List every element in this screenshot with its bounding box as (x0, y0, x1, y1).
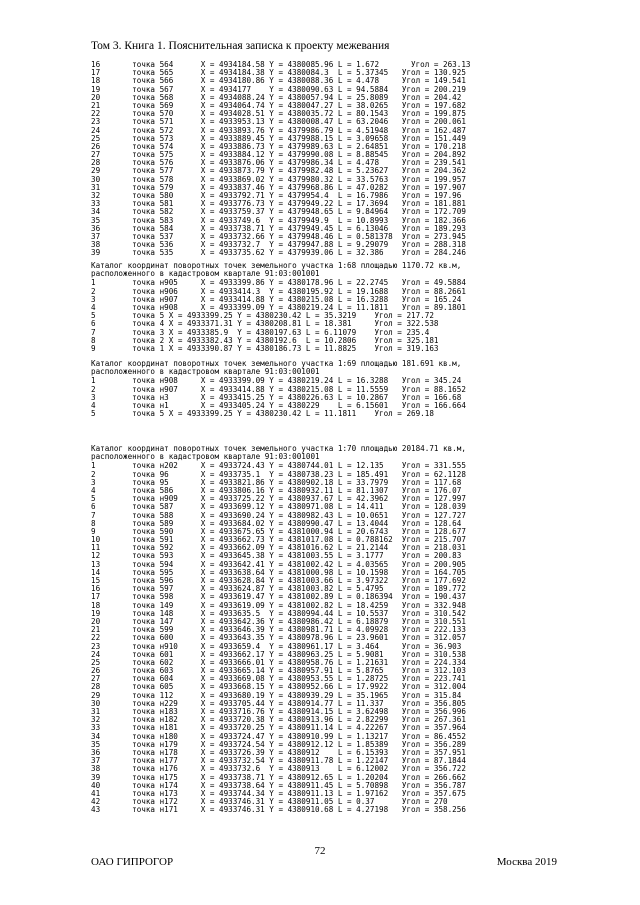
coordinate-row: 29 точка 112 X = 4933680.19 Y = 4380939.29 L = 35.1965 Угол = 315.84 (91, 690, 462, 700)
catalog-1-69 (91, 360, 466, 418)
footer-city-year: Москва 2019 (496, 856, 557, 868)
coordinate-row: 28 точка 576 X = 4933876.06 Y = 4379986.34 L = 4.478 Угол = 239.541 (91, 158, 466, 168)
coordinate-row: 3 точка н3 X = 4933415.25 Y = 4380226.63 L = 10.2867 Угол = 166.68 (91, 392, 462, 402)
coordinate-row: 9 точка 590 X = 4933675.65 Y = 4381000.94 L = 20.6743 Угол = 128.677 (91, 526, 466, 536)
coordinate-row: 5 точка 5 X = 4933399.25 Y = 4380230.42 L = 11.1811 Угол = 269.18 (91, 409, 434, 419)
coordinate-row: 26 точка 603 X = 4933665.14 Y = 4380957.91 L = 5.8765 Угол = 312.103 (91, 666, 466, 676)
coordinate-row: 31 точка 579 X = 4933837.46 Y = 4379968.86 L = 47.0282 Угол = 197.907 (91, 182, 466, 192)
coordinate-row: 14 точка 595 X = 4933638.64 Y = 4381000.98 L = 10.1598 Угол = 164.705 (91, 567, 466, 577)
coordinate-row: 24 точка 601 X = 4933662.17 Y = 4380963.25 L = 5.9081 Угол = 310.538 (91, 649, 466, 659)
page-number: 72 (314, 845, 326, 857)
coordinate-row: 34 точка н180 X = 4933724.47 Y = 4380910.99 L = 1.13217 Угол = 86.4552 (91, 731, 466, 741)
coordinate-row: 38 точка 536 X = 4933732.7 Y = 4379947.88 L = 9.29079 Угол = 288.318 (91, 240, 466, 250)
coordinate-row: 8 точка 2 X = 4933382.43 Y = 4380192.6 L = 10.2806 Угол = 325.181 (91, 335, 439, 345)
coordinate-row: 32 точка н182 X = 4933720.38 Y = 4380913.96 L = 2.82299 Угол = 267.361 (91, 715, 466, 725)
coordinate-row: 37 точка н177 X = 4933732.54 Y = 4380911.78 L = 1.22147 Угол = 87.1844 (91, 756, 466, 766)
coordinate-row: 22 точка 600 X = 4933643.35 Y = 4380978.96 L = 23.9601 Угол = 312.057 (91, 633, 466, 643)
catalog-continuation (91, 60, 470, 258)
coordinate-row: 22 точка 570 X = 4934028.51 Y = 4380035.72 L = 80.1543 Угол = 199.875 (91, 109, 466, 119)
coordinate-row: 27 точка 604 X = 4933669.08 Y = 4380953.55 L = 1.28725 Угол = 223.741 (91, 674, 466, 684)
coordinate-row: 18 точка 566 X = 4934180.86 Y = 4380088.36 L = 4.478 Угол = 149.541 (91, 76, 466, 86)
coordinate-row: 24 точка 572 X = 4933893.76 Y = 4379986.79 L = 4.51948 Угол = 162.487 (91, 125, 466, 135)
coordinate-row: 20 точка 147 X = 4933642.36 Y = 4380986.42 L = 6.18879 Угол = 310.551 (91, 616, 466, 626)
coordinate-row: 42 точка н172 X = 4933746.31 Y = 4380911.05 L = 0.37 Угол = 270 (91, 797, 448, 807)
coordinate-row: 23 точка 571 X = 4933953.13 Y = 4380008.47 L = 63.2046 Угол = 200.061 (91, 117, 466, 127)
coordinate-row: 2 точка н906 X = 4933414.3 Y = 4380195.92 L = 19.1688 Угол = 88.2661 (91, 286, 466, 296)
coordinate-row: 25 точка 602 X = 4933666.01 Y = 4380958.76 L = 1.21631 Угол = 224.334 (91, 657, 466, 667)
coordinate-row: 1 точка н202 X = 4933724.43 Y = 4380744.01 L = 12.135 Угол = 331.555 (91, 461, 466, 471)
coordinate-row: 1 точка н908 X = 4933399.09 Y = 4380219.24 L = 16.3288 Угол = 345.24 (91, 376, 462, 386)
coordinate-row: 38 точка н176 X = 4933732.6 Y = 4380913 L = 6.12002 Угол = 356.722 (91, 764, 466, 774)
coordinate-row: 41 точка н173 X = 4933744.34 Y = 4380911.13 L = 1.97162 Угол = 357.675 (91, 788, 466, 798)
coordinate-row: 35 точка н179 X = 4933724.54 Y = 4380912.12 L = 1.85389 Угол = 356.289 (91, 739, 466, 749)
coordinate-row: 28 точка 605 X = 4933668.15 Y = 4380952.66 L = 17.9922 Угол = 312.004 (91, 682, 466, 692)
coordinate-row: 15 точка 596 X = 4933628.84 Y = 4381003.66 L = 3.97322 Угол = 177.692 (91, 576, 466, 586)
coordinate-row: 1 точка н905 X = 4933399.86 Y = 4380178.96 L = 22.2745 Угол = 49.5884 (91, 278, 466, 288)
coordinate-row: 4 точка н908 X = 4933399.09 Y = 4380219.24 L = 11.1811 Угол = 89.1801 (91, 302, 466, 312)
coordinate-row: 30 точка 578 X = 4933869.02 Y = 4379980.32 L = 33.5763 Угол = 199.957 (91, 174, 466, 184)
coordinate-row: 21 точка 599 X = 4933646.39 Y = 4380981.71 L = 4.09928 Угол = 222.133 (91, 625, 466, 635)
coordinate-row: 2 точка н907 X = 4933414.88 Y = 4380215.08 L = 11.5559 Угол = 88.1652 (91, 384, 466, 394)
coordinate-row: 20 точка 568 X = 4934088.24 Y = 4380057.94 L = 25.8089 Угол = 204.42 (91, 92, 462, 102)
document-header: Том 3. Книга 1. Пояснительная записка к проекту межевания (91, 40, 390, 52)
coordinate-row: 33 точка 581 X = 4933776.73 Y = 4379949.22 L = 17.3694 Угол = 181.881 (91, 199, 466, 209)
coordinate-row: 7 точка 3 X = 4933385.9 Y = 4380197.63 L = 6.11079 Угол = 235.4 (91, 327, 430, 337)
coordinate-row: 17 точка 565 X = 4934184.38 Y = 4380084.3 L = 5.37345 Угол = 130.925 (91, 68, 466, 78)
coordinate-row: 39 точка н175 X = 4933738.71 Y = 4380912.65 L = 1.20204 Угол = 266.662 (91, 772, 466, 782)
catalog-1-70 (91, 445, 466, 814)
coordinate-row: 16 точка 564 X = 4934184.58 Y = 4380085.96 L = 1.672 Угол = 263.13 (91, 60, 471, 69)
coordinate-row: 6 точка 4 X = 4933371.31 Y = 4380208.81 L = 18.381 Угол = 322.538 (91, 319, 439, 329)
coordinate-row: 32 точка 580 X = 4933792.71 Y = 4379954.4 L = 16.7986 Угол = 197.96 (91, 191, 462, 200)
coordinate-row: 19 точка 148 X = 4933635.5 Y = 4380994.44 L = 10.5537 Угол = 310.542 (91, 608, 466, 618)
coordinate-row: 16 точка 597 X = 4933624.87 Y = 4381003.82 L = 5.4795 Угол = 189.772 (91, 584, 466, 594)
coordinate-row: 5 точка н909 X = 4933725.22 Y = 4380937.67 L = 42.3962 Угол = 127.997 (91, 494, 466, 504)
coordinate-row: 23 точка н910 X = 4933659.4 Y = 4380961.17 L = 3.464 Угол = 36.903 (91, 641, 462, 651)
coordinate-row: 25 точка 573 X = 4933889.45 Y = 4379988.15 L = 3.09658 Угол = 151.449 (91, 133, 466, 143)
coordinate-row: 11 точка 592 X = 4933662.09 Y = 4381016.62 L = 21.2144 Угол = 218.031 (91, 543, 466, 553)
coordinate-row: 37 точка 537 X = 4933732.66 Y = 4379948.46 L = 0.581378 Угол = 273.945 (91, 231, 466, 241)
coordinate-row: 43 точка н171 X = 4933746.31 Y = 4380910.68 L = 4.27198 Угол = 358.256 (91, 805, 466, 815)
catalog-1-68 (91, 262, 466, 353)
coordinate-row: 4 точка 586 X = 4933806.16 Y = 4380932.11 L = 81.1307 Угол = 176.07 (91, 485, 462, 495)
coordinate-rows (91, 279, 466, 353)
coordinate-row: 9 точка 1 X = 4933390.87 Y = 4380186.73 L = 11.8825 Угол = 319.163 (91, 343, 439, 353)
coordinate-row: 35 точка 583 X = 4933749.6 Y = 4379949.9 L = 10.8993 Угол = 182.366 (91, 215, 466, 225)
coordinate-row: 33 точка н181 X = 4933720.25 Y = 4380911.14 L = 4.22267 Угол = 357.964 (91, 723, 466, 733)
catalog-title: Каталог координат поворотных точек земельного участка 1:68 площадью 1170.72 кв.м, расположенного в кадастровом квартале 91:03:001001 (91, 261, 462, 279)
coordinate-row: 21 точка 569 X = 4934064.74 Y = 4380047.27 L = 38.0265 Угол = 197.682 (91, 100, 466, 110)
coordinate-row: 26 точка 574 X = 4933886.73 Y = 4379989.63 L = 2.64851 Угол = 170.218 (91, 141, 466, 151)
coordinate-rows (91, 61, 470, 258)
catalog-title: Каталог координат поворотных точек земельного участка 1:69 площадью 181.691 кв.м, расположенного в кадастровом квартале 91:03:001001 (91, 359, 462, 377)
coordinate-row: 17 точка 598 X = 4933619.47 Y = 4381002.89 L = 0.186394 Угол = 190.437 (91, 592, 466, 602)
coordinate-row: 29 точка 577 X = 4933873.79 Y = 4379982.48 L = 5.23627 Угол = 204.362 (91, 166, 466, 176)
coordinate-row: 31 точка н183 X = 4933716.76 Y = 4380914.15 L = 3.62498 Угол = 356.996 (91, 707, 466, 717)
coordinate-row: 34 точка 582 X = 4933759.37 Y = 4379948.65 L = 9.84964 Угол = 172.709 (91, 207, 466, 217)
footer-organization: ОАО ГИПРОГОР (91, 856, 174, 868)
catalog-title: Каталог координат поворотных точек земельного участка 1:70 площадью 20184.71 кв.м, расположенного в кадастровом квартале 91:03:001001 (91, 444, 466, 462)
coordinate-rows (91, 462, 466, 814)
coordinate-row: 12 точка 593 X = 4933645.38 Y = 4381003.55 L = 3.1777 Угол = 200.83 (91, 551, 462, 561)
coordinate-row: 6 точка 587 X = 4933699.12 Y = 4380971.08 L = 14.411 Угол = 128.039 (91, 502, 466, 512)
coordinate-row: 39 точка 535 X = 4933735.62 Y = 4379939.06 L = 32.386 Угол = 284.246 (91, 248, 466, 258)
coordinate-row: 7 точка 588 X = 4933690.24 Y = 4380982.43 L = 10.0651 Угол = 127.727 (91, 510, 466, 520)
coordinate-rows (91, 377, 466, 418)
coordinate-row: 4 точка н1 X = 4933405.24 Y = 4380229 L = 6.15601 Угол = 166.664 (91, 400, 466, 410)
coordinate-row: 19 точка 567 X = 4934177 Y = 4380090.63 L = 94.5884 Угол = 200.219 (91, 84, 466, 94)
coordinate-row: 8 точка 589 X = 4933684.02 Y = 4380990.47 L = 13.4044 Угол = 128.64 (91, 518, 462, 528)
coordinate-row: 13 точка 594 X = 4933642.41 Y = 4381002.42 L = 4.03565 Угол = 200.905 (91, 559, 466, 569)
coordinate-row: 27 точка 575 X = 4933884.12 Y = 4379990.08 L = 8.88545 Угол = 204.892 (91, 150, 466, 160)
coordinate-row: 30 точка н229 X = 4933705.44 Y = 4380914.77 L = 11.337 Угол = 356.805 (91, 698, 466, 708)
coordinate-row: 3 точка 95 X = 4933821.86 Y = 4380902.18 L = 33.7979 Угол = 117.68 (91, 477, 462, 487)
coordinate-row: 18 точка 149 X = 4933619.09 Y = 4381002.82 L = 18.4259 Угол = 332.948 (91, 600, 466, 610)
coordinate-row: 2 точка 96 X = 4933735.1 Y = 4380738.23 L = 185.491 Угол = 62.1128 (91, 469, 466, 479)
coordinate-row: 5 точка 5 X = 4933399.25 Y = 4380230.42 L = 35.3219 Угол = 217.72 (91, 311, 434, 321)
coordinate-row: 36 точка н178 X = 4933726.39 Y = 4380912 L = 6.15393 Угол = 357.951 (91, 747, 466, 757)
coordinate-row: 36 точка 584 X = 4933738.71 Y = 4379949.45 L = 6.13046 Угол = 189.293 (91, 223, 466, 233)
coordinate-row: 10 точка 591 X = 4933662.73 Y = 4381017.08 L = 0.788162 Угол = 215.707 (91, 535, 466, 545)
coordinate-row: 3 точка н907 X = 4933414.88 Y = 4380215.08 L = 16.3288 Угол = 165.24 (91, 294, 462, 304)
coordinate-row: 40 точка н174 X = 4933738.64 Y = 4380911.45 L = 5.70898 Угол = 356.787 (91, 780, 466, 790)
